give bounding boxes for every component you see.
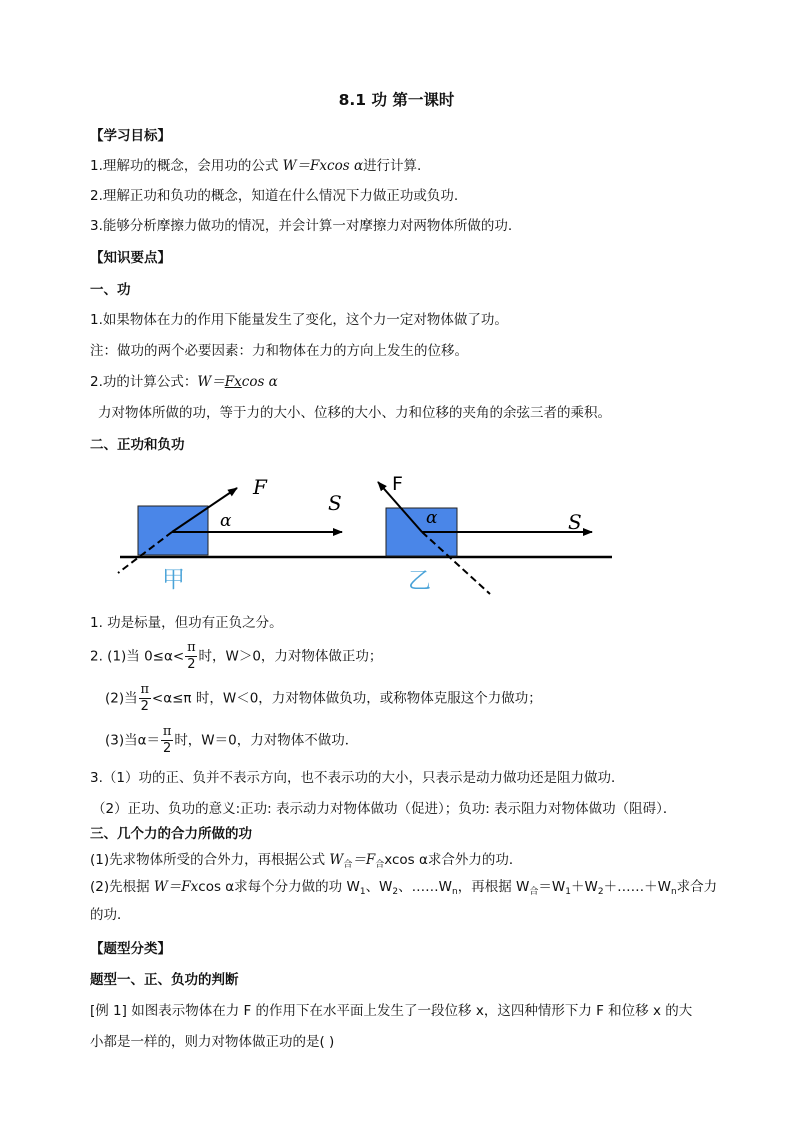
formula-w: W＝ <box>197 374 225 390</box>
section-3-para-1 <box>90 850 522 875</box>
s3p2-formula: W＝Fx <box>153 879 199 895</box>
fraction-numerator: π <box>140 682 150 697</box>
s3p1-sub-he2: 合 <box>375 860 385 870</box>
section-2-title: 二、正功和负功 <box>90 437 185 453</box>
s3p2-c4: ＝W <box>538 879 566 895</box>
goal-1-pre: 1.理解功的概念，会用功的公式 <box>90 158 283 174</box>
caption-jia: 甲 <box>162 567 185 593</box>
case-2-pre: (2)当 <box>105 690 138 707</box>
s3p1-sub-he: 合 <box>343 860 353 870</box>
s3p2-c5: ＋W <box>570 879 598 895</box>
page-title: 8.1 功 第一课时 <box>338 91 455 109</box>
section-1-title: 一、功 <box>90 282 131 298</box>
s3p2-c3: ，再根据 W <box>457 879 530 895</box>
caption-yi: 乙 <box>408 568 431 594</box>
section-2-case-1 <box>90 640 382 673</box>
goal-1-post: 进行计算. <box>363 158 422 174</box>
force-label-right: F <box>392 473 403 495</box>
s3p2-c6: ＋……＋W <box>603 879 671 895</box>
fraction-numerator: π <box>162 724 172 739</box>
goal-1-formula: W＝Fx <box>282 158 328 174</box>
section-1-para-2 <box>90 372 278 392</box>
section-2-para-4: （2）正功、负功的意义:正功: 表示动力对物体做功（促进）；负功: 表示阻力对物体做功（阻碍）． <box>92 801 677 817</box>
angle-label-left: α <box>220 511 232 531</box>
section-2-para-1: 1. 功是标量，但功有正负之分。 <box>90 615 283 631</box>
displacement-label-right: S <box>568 510 582 534</box>
learning-goals-header: 【学习目标】 <box>90 128 171 144</box>
section-1-note: 注：做功的两个必要因素：力和物体在力的方向上发生的位移。 <box>90 343 468 359</box>
s3p1-post: xcos α求合外力的功． <box>384 852 523 868</box>
s3p1-f: ＝F <box>352 852 376 868</box>
example-1-line-1: [例 1] 如图表示物体在力 F 的作用下在水平面上发生了一段位移 x，这四种情形下力 F 和位移 x 的大 <box>90 1003 693 1019</box>
knowledge-header: 【知识要点】 <box>90 250 171 266</box>
s3p1-w: W <box>329 852 344 868</box>
force-label-left: F <box>253 475 267 499</box>
goal-1-cos: cos α <box>327 158 364 174</box>
section-2-para-3: 3.（1）功的正、负并不表示方向，也不表示功的大小，只表示是动力做功还是阻力做功． <box>90 770 625 786</box>
formula-cos: cos α <box>241 374 278 390</box>
section-3-para-2-line-2: 的功． <box>90 907 131 923</box>
fraction-pi-over-2 <box>185 640 197 673</box>
section-1-para-1: 1.如果物体在力的作用下能量发生了变化，这个力一定对物体做了功。 <box>90 312 508 328</box>
goal-2: 2.理解正功和负功的概念，知道在什么情况下力做正功或负功. <box>90 188 459 204</box>
work-diagram <box>110 470 620 600</box>
angle-label-right: α <box>426 508 438 528</box>
s3p2-sub-2b: 2 <box>597 887 604 897</box>
section-2-case-2 <box>105 682 542 715</box>
section-1-para-3: 力对物体所做的功，等于力的大小、位移的大小、力和位移的夹角的余弦三者的乘积。 <box>98 405 611 421</box>
case-1-pre: 2. (1)当 0≤α< <box>90 648 185 665</box>
s3p2-sub-he: 合 <box>529 887 539 897</box>
fraction-denominator: 2 <box>187 657 196 672</box>
fraction-denominator: 2 <box>140 699 149 714</box>
s3p2-c2: 、……W <box>398 879 453 895</box>
s3p2-pre: (2)先根据 <box>90 879 154 895</box>
type-1-title: 题型一、正、负功的判断 <box>90 972 239 988</box>
fraction-denominator: 2 <box>163 741 172 756</box>
formula-label: 2.功的计算公式： <box>90 374 198 390</box>
case-1-post: 时，W＞0，力对物体做正功； <box>198 648 383 665</box>
s3p2-sub-n: n <box>452 887 458 897</box>
s3p2-c1: 、W <box>365 879 393 895</box>
section-3-title: 三、几个力的合力所做的功 <box>90 826 252 842</box>
s3p2-post: 求合力 <box>676 879 718 895</box>
section-3-para-2 <box>90 877 717 902</box>
goal-3: 3.能够分析摩擦力做功的情况，并会计算一对摩擦力对两物体所做的功. <box>90 218 513 234</box>
fraction-numerator: π <box>187 640 196 655</box>
fraction-pi-over-2 <box>139 682 151 715</box>
s3p2-sub-1b: 1 <box>565 887 571 897</box>
s3p1-pre: (1)先求物体所受的合外力，再根据公式 <box>90 852 330 868</box>
s3p2-mid: cos α求每个分力做的功 W <box>198 879 360 895</box>
example-1-line-2: 小都是一样的，则力对物体做正功的是( ) <box>90 1034 335 1050</box>
s3p2-sub-1: 1 <box>359 887 366 897</box>
fraction-pi-over-2 <box>161 724 173 757</box>
section-2-case-3 <box>105 724 358 757</box>
case-2-post: <α≤π 时，W＜0，力对物体做负功，或称物体克服这个力做功； <box>151 690 542 707</box>
case-3-pre: (3)当α＝ <box>105 732 161 749</box>
goal-1 <box>90 156 421 176</box>
types-header: 【题型分类】 <box>90 941 171 957</box>
formula-fx: Fx <box>224 374 242 390</box>
displacement-label-left: S <box>328 491 342 515</box>
case-3-post: 时，W＝0，力对物体不做功． <box>174 732 359 749</box>
s3p2-sub-nb: n <box>670 887 677 897</box>
s3p2-sub-2: 2 <box>392 887 399 897</box>
